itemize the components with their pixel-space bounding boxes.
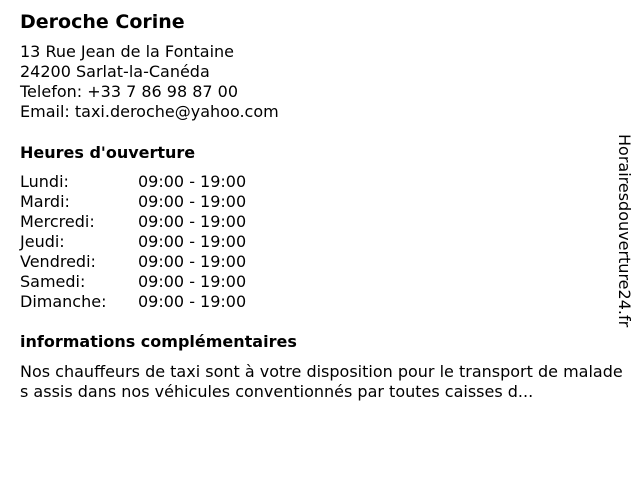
- hours-row: [20, 252, 620, 272]
- hours-time: 09:00 - 19:00: [138, 272, 247, 291]
- business-name: Deroche Corine: [20, 11, 185, 33]
- info-heading: informations complémentaires: [20, 332, 297, 351]
- business-card: [20, 10, 623, 402]
- hours-time: 09:00 - 19:00: [138, 252, 247, 271]
- hours-row: [20, 232, 620, 252]
- hours-row: [20, 172, 620, 192]
- hours-day: Mercredi:: [20, 212, 95, 231]
- hours-row: [20, 272, 620, 292]
- hours-time: 09:00 - 19:00: [138, 172, 247, 191]
- email-text: Email: taxi.deroche@yahoo.com: [20, 102, 279, 121]
- hours-row: [20, 292, 620, 312]
- hours-heading: Heures d'ouverture: [20, 143, 196, 162]
- hours-time: 09:00 - 19:00: [138, 192, 247, 211]
- hours-day: Jeudi:: [20, 232, 65, 251]
- info-description: Nos chauffeurs de taxi sont à votre disposition pour le transport de malades assis dans nos véhicules conventionnés par toutes caisses d...: [20, 362, 623, 401]
- hours-row: [20, 212, 620, 232]
- phone-text: Telefon: +33 7 86 98 87 00: [20, 82, 239, 101]
- hours-day: Mardi:: [20, 192, 70, 211]
- hours-day: Dimanche:: [20, 292, 107, 311]
- hours-day: Vendredi:: [20, 252, 96, 271]
- hours-row: [20, 192, 620, 212]
- address-line-city: 24200 Sarlat-la-Canéda: [20, 62, 210, 81]
- address-line-street: 13 Rue Jean de la Fontaine: [20, 42, 234, 61]
- hours-table: [20, 172, 620, 312]
- hours-time: 09:00 - 19:00: [138, 292, 247, 311]
- site-watermark: Horairesdouverture24.fr: [615, 134, 634, 328]
- hours-time: 09:00 - 19:00: [138, 232, 247, 251]
- hours-time: 09:00 - 19:00: [138, 212, 247, 231]
- hours-day: Samedi:: [20, 272, 86, 291]
- hours-day: Lundi:: [20, 172, 69, 191]
